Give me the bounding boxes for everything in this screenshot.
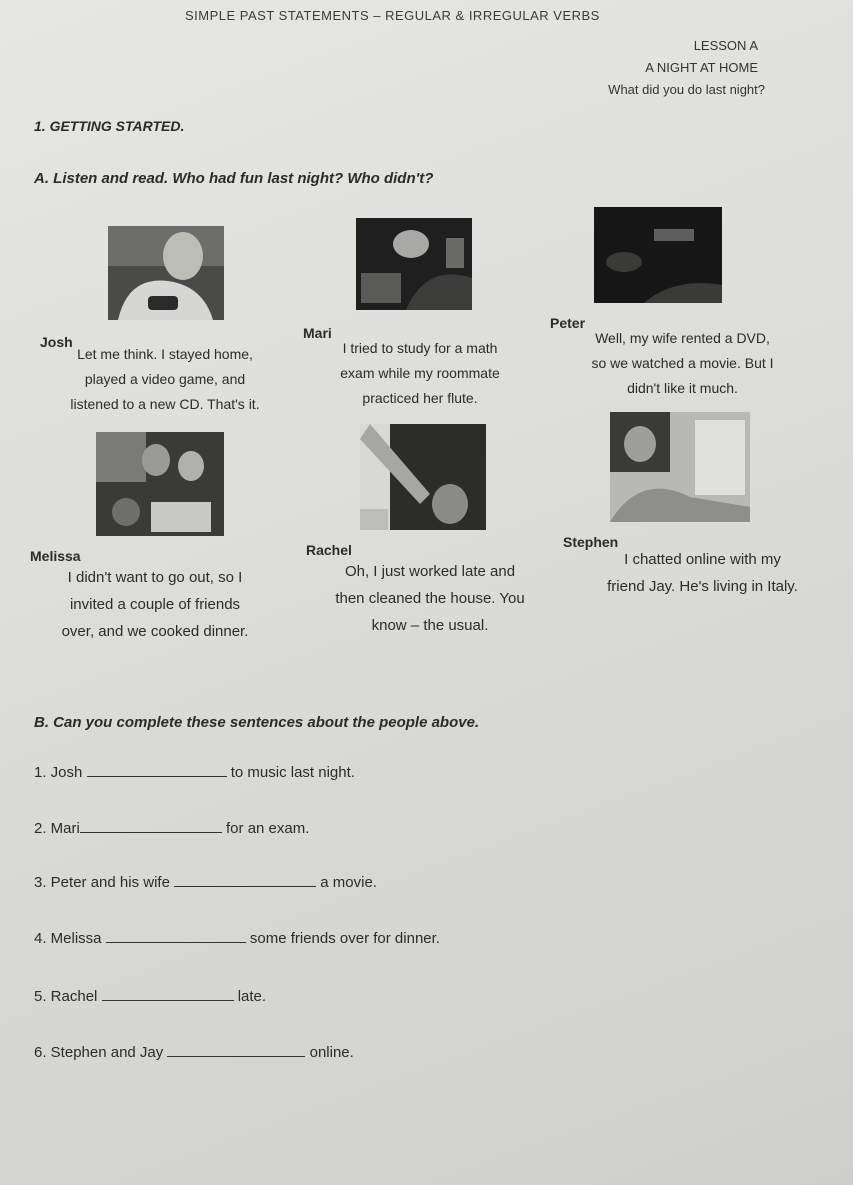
- person-name-rachel: Rachel: [306, 542, 352, 558]
- stephen-statement: I chatted online with my friend Jay. He's living in Italy.: [607, 551, 798, 595]
- peter-photo: [594, 207, 722, 303]
- worksheet-title: SIMPLE PAST STATEMENTS – REGULAR & IRREGULAR VERBS: [185, 8, 600, 23]
- stephen-photo: [610, 412, 750, 522]
- answer-blank[interactable]: [106, 928, 246, 943]
- exercise-item-5: 5. Rachel late.: [34, 988, 267, 1005]
- mari-statement: I tried to study for a math exam while my roommate practiced her flute.: [340, 340, 500, 406]
- person-name-melissa: Melissa: [30, 548, 81, 564]
- lesson-label: LESSON A: [693, 38, 758, 53]
- rachel-photo: [360, 424, 486, 530]
- exercise-item-6: 6. Stephen and Jay online.: [34, 1044, 354, 1061]
- answer-blank[interactable]: [102, 986, 234, 1001]
- mari-photo: [356, 218, 472, 310]
- answer-blank[interactable]: [80, 818, 222, 833]
- josh-statement: Let me think. I stayed home, played a video game, and listened to a new CD. That's it.: [70, 346, 260, 412]
- person-name-stephen: Stephen: [563, 534, 619, 550]
- part-a-instruction: A. Listen and read. Who had fun last night? Who didn't?: [34, 170, 434, 187]
- answer-blank[interactable]: [174, 872, 316, 887]
- lesson-question: What did you do last night?: [608, 82, 765, 97]
- josh-photo: [108, 226, 224, 320]
- answer-blank[interactable]: [167, 1042, 305, 1057]
- melissa-photo: [96, 432, 224, 536]
- exercise-item-4: 4. Melissa some friends over for dinner.: [34, 930, 440, 947]
- section-heading: 1. GETTING STARTED.: [34, 118, 185, 134]
- exercise-item-1: 1. Josh to music last night.: [34, 764, 355, 781]
- rachel-statement: Oh, I just worked late and then cleaned the house. You know – the usual.: [335, 563, 525, 634]
- part-b-instruction: B. Can you complete these sentences about the people above.: [34, 714, 480, 731]
- person-name-mari: Mari: [303, 325, 332, 341]
- exercise-item-3: 3. Peter and his wife a movie.: [34, 874, 377, 891]
- melissa-statement: I didn't want to go out, so I invited a couple of friends over, and we cooked dinner.: [61, 569, 249, 640]
- lesson-subtitle: A NIGHT AT HOME: [645, 60, 758, 75]
- exercise-item-2: 2. Mari for an exam.: [34, 820, 310, 837]
- answer-blank[interactable]: [87, 762, 227, 777]
- person-name-peter: Peter: [550, 315, 586, 331]
- person-name-josh: Josh: [40, 334, 73, 350]
- peter-statement: Well, my wife rented a DVD, so we watched a movie. But I didn't like it much.: [591, 330, 774, 396]
